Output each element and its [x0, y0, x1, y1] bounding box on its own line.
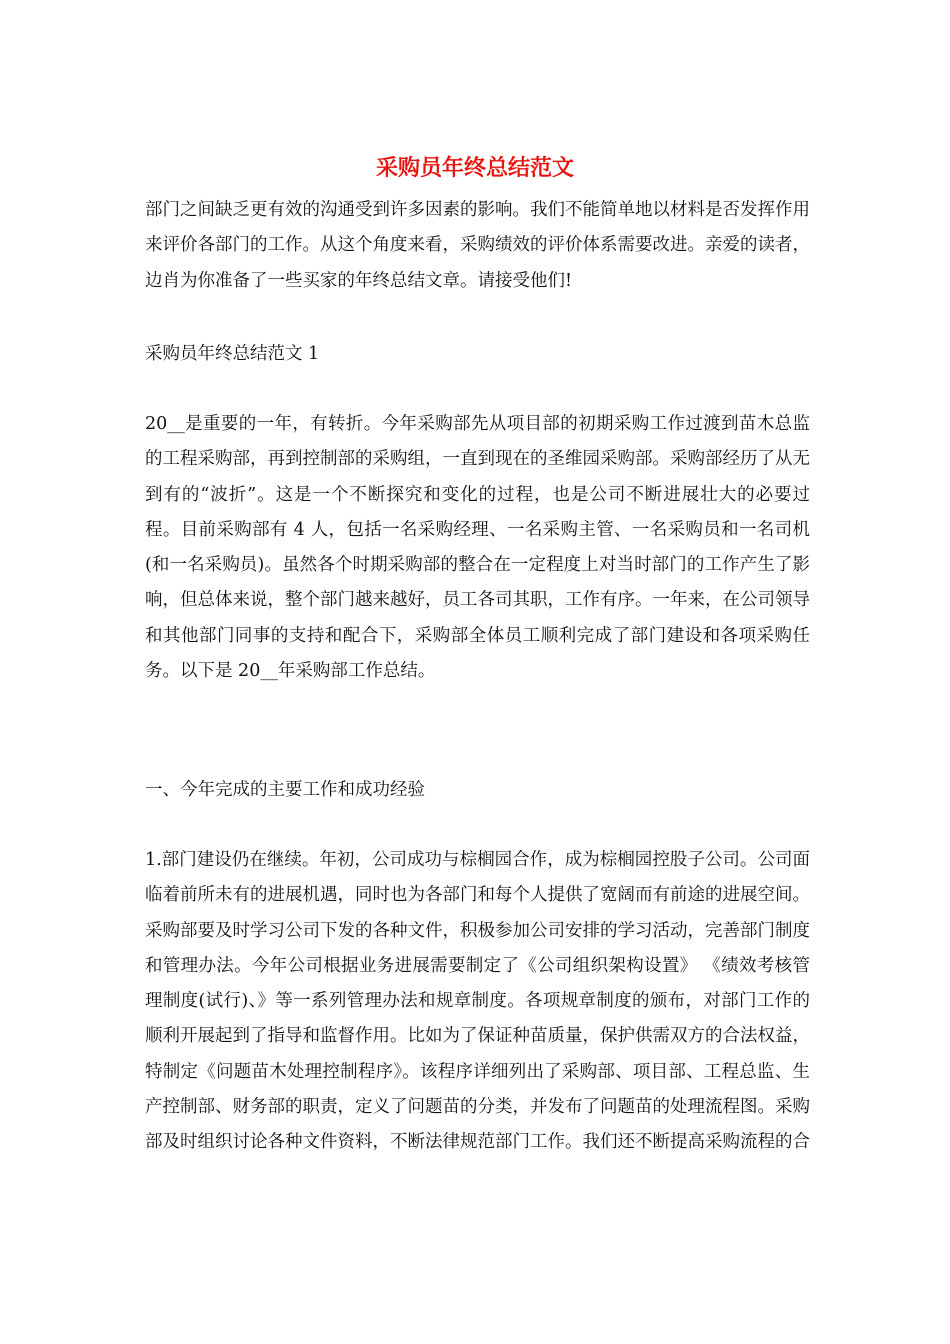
document-title: 采购员年终总结范文 — [375, 155, 574, 181]
main-paragraph: 20__是重要的一年，有转折。今年采购部先从项目部的初期采购工作过渡到苗木总监的工程采购部，再到控制部的采购组，一直到现在的圣维园采购部。采购部经历了从无到有的“波折”。这是一个不断探究和变化的过程，也是公司不断进展壮大的必要过程。目前采购部有 4 人，包括一名采购经理、一名采购主管、一名采购员和一名司机(和一名采购员)。虽然各个时期采购部的整合在一定程度上对当时部门的工作产生了影响，但总体来说，整个部门越来越好，员工各司其职，工作有序。一年来，在公司领导和其他部门同事的支持和配合下，采购部全体员工顺利完成了部门建设和各项采购任务。以下是 20__年采购部工作总结。 — [145, 414, 810, 682]
section-heading-sample-1: 采购员年终总结范文 1 — [145, 344, 320, 364]
intro-paragraph: 部门之间缺乏更有效的沟通受到许多因素的影响。我们不能简单地以材料是否发挥作用来评价各部门的工作。从这个角度来看，采购绩效的评价体系需要改进。亲爱的读者，边肖为你准备了一些买家的年终总结文章。请接受他们! — [145, 200, 810, 291]
section-heading-main-work: 一、今年完成的主要工作和成功经验 — [145, 780, 425, 800]
item-1-paragraph: 1.部门建设仍在继续。年初，公司成功与棕榈园合作，成为棕榈园控股子公司。公司面临着前所未有的进展机遇，同时也为各部门和每个人提供了宽阔而有前途的进展空间。采购部要及时学习公司下发的各种文件，积极参加公司安排的学习活动，完善部门制度和管理办法。今年公司根据业务进展需要制定了《公司组织架构设置》 《绩效考核管理制度(试行)、》等一系列管理办法和规章制度。各项规章制度的颁布，对部门工作的顺利开展起到了指导和监督作用。比如为了保证种苗质量，保护供需双方的合法权益，特制定《问题苗木处理控制程序》。该程序详细列出了采购部、项目部、工程总监、生产控制部、财务部的职责，定义了问题苗的分类，并发布了问题苗的处理流程图。采购部及时组织讨论各种文件资料，不断法律规范部门工作。我们还不断提高采购流程的合 — [145, 850, 810, 1153]
